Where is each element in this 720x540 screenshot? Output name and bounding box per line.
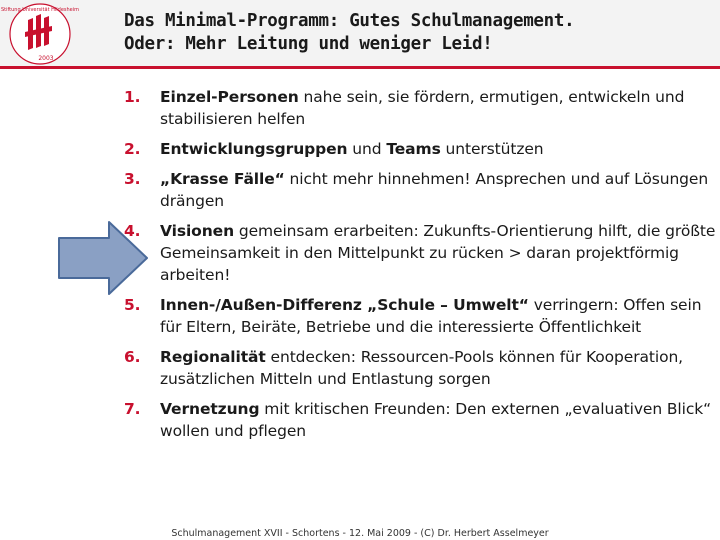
item-number: 1. xyxy=(124,88,141,106)
slide-title xyxy=(124,10,574,56)
item-number: 5. xyxy=(124,296,141,314)
item-number: 4. xyxy=(124,222,141,240)
item-text: entdecken: Ressourcen-Pools können für Kooperation, zusätzlichen Mitteln und Entlastung sorgen xyxy=(160,348,684,388)
list-item xyxy=(124,220,718,286)
slide-footer: Schulmanagement XVII - Schortens - 12. Mai 2009 - (C) Dr. Herbert Asselmeyer xyxy=(171,528,549,539)
item-keyword-2: Teams xyxy=(386,140,441,158)
list-item xyxy=(124,294,718,338)
list-item xyxy=(124,346,718,390)
item-number: 6. xyxy=(124,348,141,366)
logo-caption: Stiftung Universität Hildesheim xyxy=(0,7,80,13)
slide-header xyxy=(0,0,720,66)
item-number: 3. xyxy=(124,170,141,188)
item-number: 2. xyxy=(124,140,141,158)
university-logo-icon xyxy=(0,2,80,66)
item-text: nicht mehr hinnehmen! Ansprechen und auf Lösungen drängen xyxy=(160,170,709,210)
item-keyword: Visionen xyxy=(160,222,235,240)
item-text: gemeinsam erarbeiten: Zukunfts-Orientierung hilft, die größte Gemeinsamkeit in den Mittelpunkt zu rücken > daran projektförmig arbeiten! xyxy=(160,222,716,284)
item-keyword: Entwicklungsgruppen xyxy=(160,140,348,158)
title-line-2: Oder: Mehr Leitung und weniger Leid! xyxy=(124,34,493,54)
item-text: nahe sein, sie fördern, ermutigen, entwickeln und stabilisieren helfen xyxy=(160,88,685,128)
item-number: 7. xyxy=(124,400,141,418)
item-keyword: Einzel-Personen xyxy=(160,88,299,106)
item-keyword: Innen-/Außen-Differenz „Schule – Umwelt“ xyxy=(160,296,529,314)
item-keyword: Regionalität xyxy=(160,348,266,366)
header-divider xyxy=(0,66,720,69)
logo-year: 2003 xyxy=(38,55,54,62)
item-text: mit kritischen Freunden: Den externen „evaluativen Blick“ wollen und pflegen xyxy=(160,400,712,440)
list-item xyxy=(124,398,718,442)
item-keyword: Vernetzung xyxy=(160,400,260,418)
item-text-2: unterstützen xyxy=(440,140,544,158)
title-line-1: Das Minimal-Programm: Gutes Schulmanagement. xyxy=(124,11,575,31)
list-item xyxy=(124,168,718,212)
item-keyword: „Krasse Fälle“ xyxy=(160,170,285,188)
list-item xyxy=(124,138,718,160)
numbered-list xyxy=(124,86,718,450)
item-text: und xyxy=(347,140,387,158)
item-text: verringern: Offen sein für Eltern, Beiräte, Betriebe und die interessierte Öffentlichkeit xyxy=(160,296,702,336)
list-item xyxy=(124,86,718,130)
